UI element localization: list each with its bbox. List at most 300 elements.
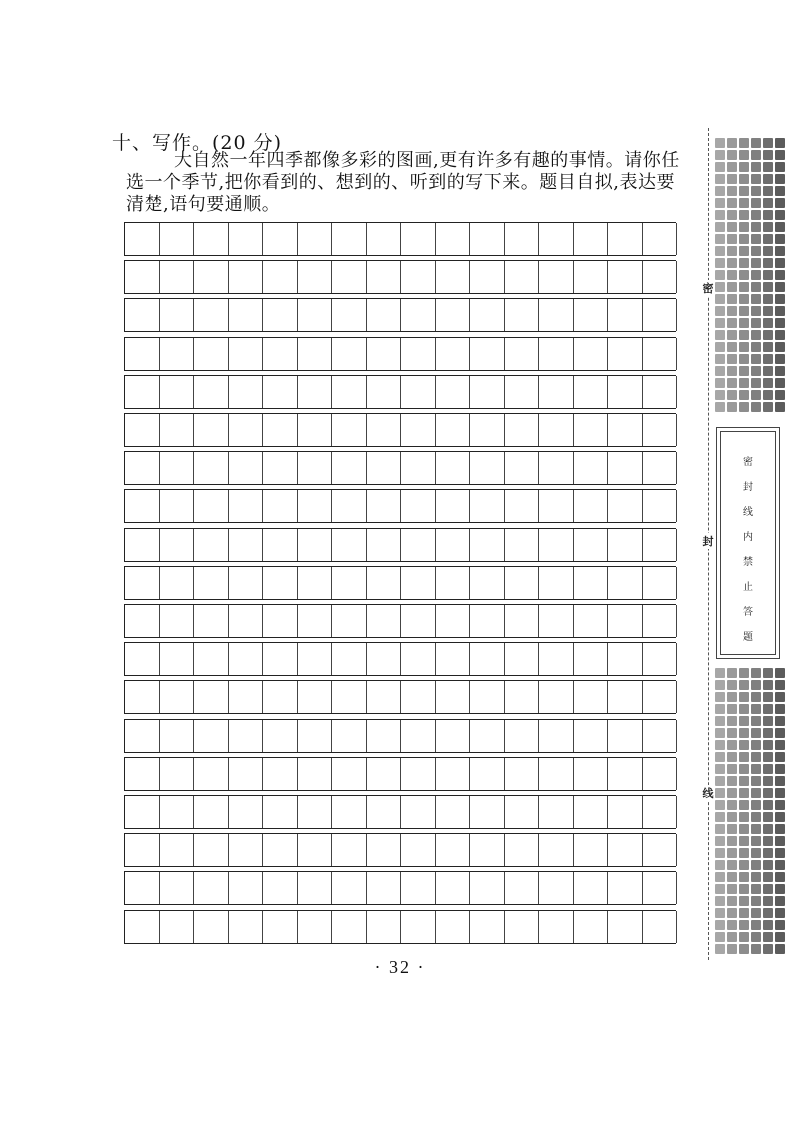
grid-cell[interactable] [367,299,402,331]
grid-cell[interactable] [401,758,436,790]
grid-cell[interactable] [505,299,540,331]
grid-cell[interactable] [539,490,574,522]
grid-cell[interactable] [298,720,333,752]
grid-cell[interactable] [160,376,195,408]
grid-cell[interactable] [643,681,678,713]
grid-cell[interactable] [263,529,298,561]
grid-cell[interactable] [608,911,643,943]
grid-cell[interactable] [401,605,436,637]
grid-cell[interactable] [298,605,333,637]
grid-cell[interactable] [608,490,643,522]
grid-cell[interactable] [298,490,333,522]
grid-cell[interactable] [608,872,643,904]
grid-cell[interactable] [160,872,195,904]
grid-cell[interactable] [263,414,298,446]
grid-cell[interactable] [401,796,436,828]
grid-cell[interactable] [298,223,333,255]
grid-cell[interactable] [574,758,609,790]
grid-cell[interactable] [470,338,505,370]
grid-cell[interactable] [194,490,229,522]
grid-cell[interactable] [263,834,298,866]
grid-cell[interactable] [436,223,471,255]
grid-cell[interactable] [263,338,298,370]
grid-cell[interactable] [505,567,540,599]
grid-cell[interactable] [470,299,505,331]
grid-cell[interactable] [574,490,609,522]
grid-cell[interactable] [505,529,540,561]
grid-cell[interactable] [470,796,505,828]
grid-cell[interactable] [574,261,609,293]
grid-cell[interactable] [367,720,402,752]
grid-cell[interactable] [574,338,609,370]
grid-cell[interactable] [643,338,678,370]
grid-cell[interactable] [263,223,298,255]
grid-cell[interactable] [160,605,195,637]
grid-cell[interactable] [643,796,678,828]
grid-cell[interactable] [505,490,540,522]
grid-cell[interactable] [367,796,402,828]
grid-cell[interactable] [367,376,402,408]
grid-cell[interactable] [574,834,609,866]
grid-cell[interactable] [436,376,471,408]
grid-cell[interactable] [608,452,643,484]
grid-cell[interactable] [401,299,436,331]
grid-cell[interactable] [608,223,643,255]
grid-cell[interactable] [263,261,298,293]
grid-cell[interactable] [643,223,678,255]
grid-cell[interactable] [436,261,471,293]
grid-cell[interactable] [125,872,160,904]
grid-cell[interactable] [298,758,333,790]
grid-cell[interactable] [332,223,367,255]
grid-cell[interactable] [436,911,471,943]
grid-cell[interactable] [436,758,471,790]
grid-cell[interactable] [298,834,333,866]
grid-cell[interactable] [263,605,298,637]
grid-cell[interactable] [160,223,195,255]
grid-cell[interactable] [574,567,609,599]
grid-cell[interactable] [263,376,298,408]
grid-cell[interactable] [367,681,402,713]
grid-cell[interactable] [298,643,333,675]
grid-cell[interactable] [332,758,367,790]
grid-cell[interactable] [194,872,229,904]
grid-cell[interactable] [194,223,229,255]
grid-cell[interactable] [436,720,471,752]
grid-cell[interactable] [401,681,436,713]
grid-cell[interactable] [401,338,436,370]
grid-cell[interactable] [298,911,333,943]
grid-cell[interactable] [229,414,264,446]
grid-cell[interactable] [608,720,643,752]
grid-cell[interactable] [229,872,264,904]
grid-cell[interactable] [643,414,678,446]
grid-cell[interactable] [470,643,505,675]
grid-cell[interactable] [160,261,195,293]
grid-cell[interactable] [194,720,229,752]
grid-cell[interactable] [436,872,471,904]
grid-cell[interactable] [229,834,264,866]
grid-cell[interactable] [125,376,160,408]
grid-cell[interactable] [367,490,402,522]
grid-cell[interactable] [367,567,402,599]
grid-cell[interactable] [436,567,471,599]
grid-cell[interactable] [263,567,298,599]
grid-cell[interactable] [298,376,333,408]
grid-cell[interactable] [608,567,643,599]
grid-cell[interactable] [160,758,195,790]
grid-cell[interactable] [229,376,264,408]
grid-cell[interactable] [194,338,229,370]
grid-cell[interactable] [470,261,505,293]
grid-cell[interactable] [194,529,229,561]
grid-cell[interactable] [298,529,333,561]
grid-cell[interactable] [194,681,229,713]
grid-cell[interactable] [539,452,574,484]
grid-cell[interactable] [608,834,643,866]
grid-cell[interactable] [401,261,436,293]
grid-cell[interactable] [298,452,333,484]
grid-cell[interactable] [332,376,367,408]
grid-cell[interactable] [332,414,367,446]
grid-cell[interactable] [160,452,195,484]
grid-cell[interactable] [505,338,540,370]
grid-cell[interactable] [401,872,436,904]
grid-cell[interactable] [574,911,609,943]
grid-cell[interactable] [401,223,436,255]
grid-cell[interactable] [643,261,678,293]
grid-cell[interactable] [194,452,229,484]
grid-cell[interactable] [229,452,264,484]
grid-cell[interactable] [505,796,540,828]
grid-cell[interactable] [643,376,678,408]
grid-cell[interactable] [539,529,574,561]
grid-cell[interactable] [539,834,574,866]
grid-cell[interactable] [229,299,264,331]
grid-cell[interactable] [401,452,436,484]
grid-cell[interactable] [125,758,160,790]
grid-cell[interactable] [539,681,574,713]
grid-cell[interactable] [125,643,160,675]
grid-cell[interactable] [574,452,609,484]
grid-cell[interactable] [298,872,333,904]
grid-cell[interactable] [401,643,436,675]
grid-cell[interactable] [263,452,298,484]
grid-cell[interactable] [229,529,264,561]
grid-cell[interactable] [367,529,402,561]
grid-cell[interactable] [367,911,402,943]
grid-cell[interactable] [505,720,540,752]
grid-cell[interactable] [608,643,643,675]
grid-cell[interactable] [608,758,643,790]
grid-cell[interactable] [643,643,678,675]
grid-cell[interactable] [643,299,678,331]
grid-cell[interactable] [229,758,264,790]
grid-cell[interactable] [470,605,505,637]
grid-cell[interactable] [401,834,436,866]
grid-cell[interactable] [194,261,229,293]
grid-cell[interactable] [643,834,678,866]
grid-cell[interactable] [332,261,367,293]
grid-cell[interactable] [229,490,264,522]
grid-cell[interactable] [160,720,195,752]
grid-cell[interactable] [401,911,436,943]
grid-cell[interactable] [160,834,195,866]
grid-cell[interactable] [229,681,264,713]
grid-cell[interactable] [125,720,160,752]
grid-cell[interactable] [608,796,643,828]
grid-cell[interactable] [574,605,609,637]
grid-cell[interactable] [194,643,229,675]
grid-cell[interactable] [229,261,264,293]
grid-cell[interactable] [298,567,333,599]
grid-cell[interactable] [539,796,574,828]
grid-cell[interactable] [194,834,229,866]
grid-cell[interactable] [608,529,643,561]
grid-cell[interactable] [436,796,471,828]
grid-cell[interactable] [367,758,402,790]
grid-cell[interactable] [229,605,264,637]
grid-cell[interactable] [643,720,678,752]
grid-cell[interactable] [194,796,229,828]
grid-cell[interactable] [436,529,471,561]
grid-cell[interactable] [367,643,402,675]
grid-cell[interactable] [263,758,298,790]
grid-cell[interactable] [298,681,333,713]
grid-cell[interactable] [608,299,643,331]
grid-cell[interactable] [125,452,160,484]
grid-cell[interactable] [470,376,505,408]
grid-cell[interactable] [643,758,678,790]
grid-cell[interactable] [194,605,229,637]
grid-cell[interactable] [539,414,574,446]
grid-cell[interactable] [401,490,436,522]
grid-cell[interactable] [608,605,643,637]
grid-cell[interactable] [125,834,160,866]
grid-cell[interactable] [125,490,160,522]
grid-cell[interactable] [160,338,195,370]
grid-cell[interactable] [608,414,643,446]
grid-cell[interactable] [574,796,609,828]
grid-cell[interactable] [505,376,540,408]
grid-cell[interactable] [367,414,402,446]
grid-cell[interactable] [608,261,643,293]
grid-cell[interactable] [332,299,367,331]
grid-cell[interactable] [332,834,367,866]
grid-cell[interactable] [298,338,333,370]
grid-cell[interactable] [194,376,229,408]
grid-cell[interactable] [470,872,505,904]
grid-cell[interactable] [608,681,643,713]
grid-cell[interactable] [263,911,298,943]
grid-cell[interactable] [643,490,678,522]
grid-cell[interactable] [539,720,574,752]
grid-cell[interactable] [401,720,436,752]
grid-cell[interactable] [505,758,540,790]
grid-cell[interactable] [160,299,195,331]
grid-cell[interactable] [539,605,574,637]
grid-cell[interactable] [125,605,160,637]
grid-cell[interactable] [608,376,643,408]
grid-cell[interactable] [436,338,471,370]
grid-cell[interactable] [574,299,609,331]
grid-cell[interactable] [160,643,195,675]
grid-cell[interactable] [298,796,333,828]
grid-cell[interactable] [436,681,471,713]
grid-cell[interactable] [332,529,367,561]
grid-cell[interactable] [505,681,540,713]
grid-cell[interactable] [436,452,471,484]
grid-cell[interactable] [470,223,505,255]
grid-cell[interactable] [332,796,367,828]
grid-cell[interactable] [125,414,160,446]
grid-cell[interactable] [574,681,609,713]
grid-cell[interactable] [332,605,367,637]
grid-cell[interactable] [539,299,574,331]
grid-cell[interactable] [367,872,402,904]
grid-cell[interactable] [470,758,505,790]
grid-cell[interactable] [505,872,540,904]
grid-cell[interactable] [436,643,471,675]
grid-cell[interactable] [436,414,471,446]
grid-cell[interactable] [332,643,367,675]
grid-cell[interactable] [194,567,229,599]
grid-cell[interactable] [574,376,609,408]
grid-cell[interactable] [401,529,436,561]
grid-cell[interactable] [367,834,402,866]
grid-cell[interactable] [505,911,540,943]
grid-cell[interactable] [263,796,298,828]
grid-cell[interactable] [539,223,574,255]
grid-cell[interactable] [436,299,471,331]
grid-cell[interactable] [125,796,160,828]
grid-cell[interactable] [574,529,609,561]
grid-cell[interactable] [539,872,574,904]
grid-cell[interactable] [332,567,367,599]
grid-cell[interactable] [643,605,678,637]
grid-cell[interactable] [539,261,574,293]
grid-cell[interactable] [160,681,195,713]
grid-cell[interactable] [470,414,505,446]
grid-cell[interactable] [643,452,678,484]
grid-cell[interactable] [539,758,574,790]
grid-cell[interactable] [263,490,298,522]
grid-cell[interactable] [574,414,609,446]
grid-cell[interactable] [194,414,229,446]
grid-cell[interactable] [367,452,402,484]
grid-cell[interactable] [160,796,195,828]
grid-cell[interactable] [470,681,505,713]
grid-cell[interactable] [160,529,195,561]
grid-cell[interactable] [401,567,436,599]
grid-cell[interactable] [229,567,264,599]
grid-cell[interactable] [229,643,264,675]
grid-cell[interactable] [298,261,333,293]
grid-cell[interactable] [125,529,160,561]
grid-cell[interactable] [125,567,160,599]
grid-cell[interactable] [539,643,574,675]
grid-cell[interactable] [643,567,678,599]
grid-cell[interactable] [367,223,402,255]
grid-cell[interactable] [539,567,574,599]
grid-cell[interactable] [332,872,367,904]
grid-cell[interactable] [125,681,160,713]
grid-cell[interactable] [194,911,229,943]
grid-cell[interactable] [436,490,471,522]
grid-cell[interactable] [332,452,367,484]
grid-cell[interactable] [263,681,298,713]
grid-cell[interactable] [470,911,505,943]
grid-cell[interactable] [332,338,367,370]
grid-cell[interactable] [401,414,436,446]
grid-cell[interactable] [160,567,195,599]
grid-cell[interactable] [194,299,229,331]
grid-cell[interactable] [367,605,402,637]
grid-cell[interactable] [367,261,402,293]
grid-cell[interactable] [574,872,609,904]
grid-cell[interactable] [125,299,160,331]
grid-cell[interactable] [505,834,540,866]
grid-cell[interactable] [298,414,333,446]
grid-cell[interactable] [505,643,540,675]
grid-cell[interactable] [470,834,505,866]
grid-cell[interactable] [470,567,505,599]
grid-cell[interactable] [539,338,574,370]
grid-cell[interactable] [505,261,540,293]
grid-cell[interactable] [505,605,540,637]
grid-cell[interactable] [505,223,540,255]
grid-cell[interactable] [332,490,367,522]
grid-cell[interactable] [125,338,160,370]
grid-cell[interactable] [263,299,298,331]
grid-cell[interactable] [125,911,160,943]
grid-cell[interactable] [470,452,505,484]
grid-cell[interactable] [470,720,505,752]
grid-cell[interactable] [505,452,540,484]
grid-cell[interactable] [229,796,264,828]
grid-cell[interactable] [643,529,678,561]
grid-cell[interactable] [539,376,574,408]
writing-grid[interactable] [124,222,676,944]
grid-cell[interactable] [263,872,298,904]
grid-cell[interactable] [608,338,643,370]
grid-cell[interactable] [574,643,609,675]
grid-cell[interactable] [125,261,160,293]
grid-cell[interactable] [539,911,574,943]
grid-cell[interactable] [229,338,264,370]
grid-cell[interactable] [229,720,264,752]
grid-cell[interactable] [125,223,160,255]
grid-cell[interactable] [332,681,367,713]
grid-cell[interactable] [436,605,471,637]
grid-cell[interactable] [229,911,264,943]
grid-cell[interactable] [367,338,402,370]
grid-cell[interactable] [160,911,195,943]
grid-cell[interactable] [436,834,471,866]
grid-cell[interactable] [505,414,540,446]
grid-cell[interactable] [401,376,436,408]
grid-cell[interactable] [470,529,505,561]
grid-cell[interactable] [160,414,195,446]
grid-cell[interactable] [643,911,678,943]
grid-cell[interactable] [574,720,609,752]
grid-cell[interactable] [229,223,264,255]
grid-cell[interactable] [298,299,333,331]
grid-cell[interactable] [470,490,505,522]
grid-cell[interactable] [160,490,195,522]
grid-cell[interactable] [332,911,367,943]
grid-cell[interactable] [194,758,229,790]
